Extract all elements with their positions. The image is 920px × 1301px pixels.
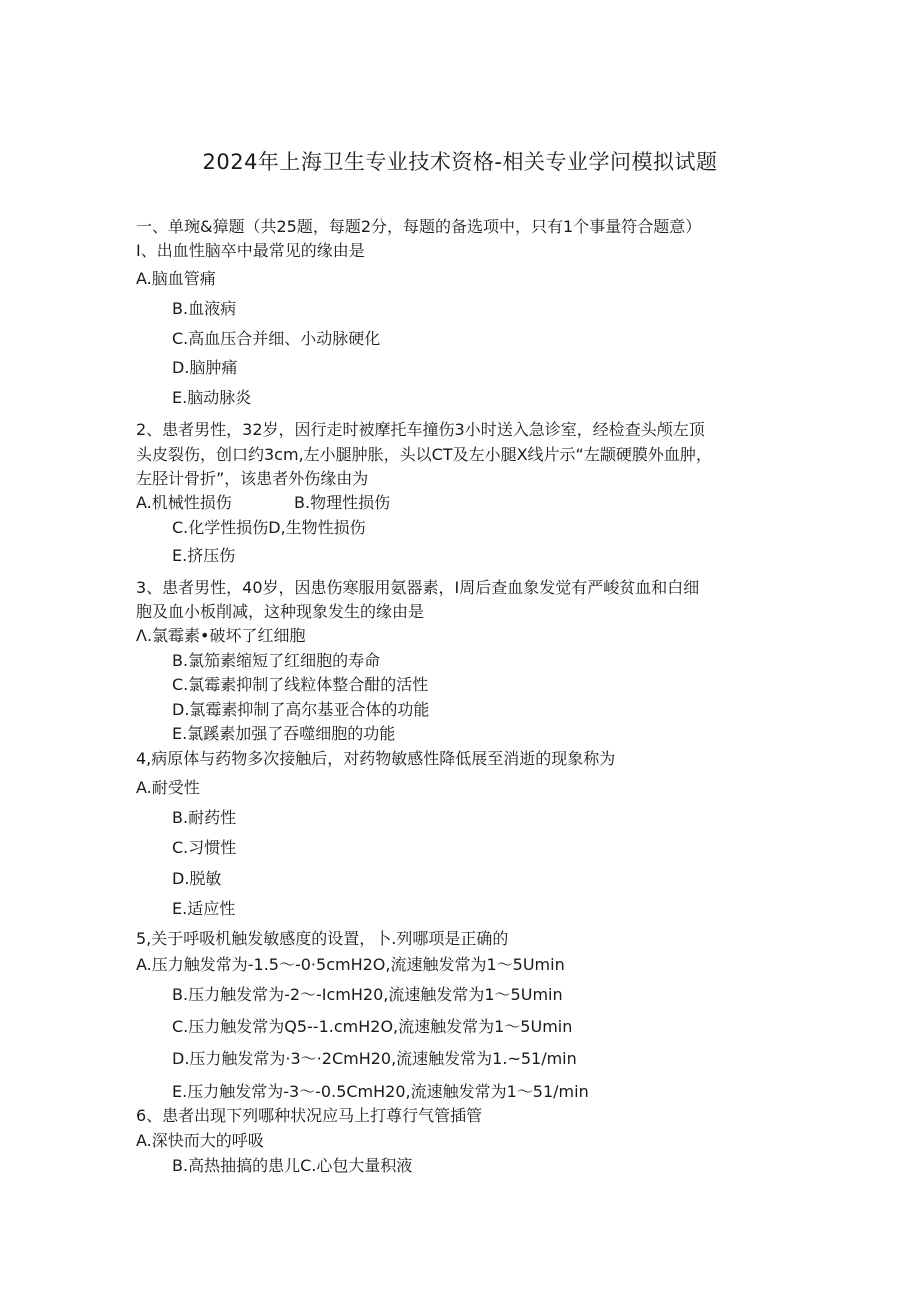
question-3-option-e: E.氯蹊素加强了吞噬细胞的功能: [172, 724, 396, 743]
question-1-option-d: D.脑肿痛: [172, 358, 238, 377]
question-1-stem: I、出血性脑卒中最常见的缘由是: [136, 241, 365, 260]
question-2-option-e: E.挤压伤: [172, 546, 236, 565]
question-6-option-bc: B.高热抽搞的患儿C.心包大量积液: [172, 1156, 413, 1175]
question-1-option-c: C.高血压合并细、小动脉硬化: [172, 329, 381, 348]
question-3-option-d: D.氯霉素抑制了高尔基亚合体的功能: [172, 700, 430, 719]
question-1-option-e: E.脑动脉炎: [172, 388, 252, 407]
question-4-option-a: A.耐受性: [136, 778, 200, 797]
question-3-option-b: B.氯笳素缩短了红细胞的寿命: [172, 651, 381, 670]
question-1-option-b: B.血液病: [172, 299, 237, 318]
question-4-option-b: B.耐药性: [172, 808, 237, 827]
question-5-stem: 5,关于呼吸机触发敏感度的设置，卜.列哪项是正确的: [136, 929, 509, 948]
question-3-stem-line-1: 3、患者男性，40岁，因患伤寒服用氨器素，I周后查血象发觉有严峻贫血和白细: [136, 578, 700, 597]
document-title: 2024年上海卫生专业技术资格-相关专业学问模拟试题: [202, 150, 718, 174]
question-5-option-b: B.压力触发常为-2〜-IcmH20,流速触发常为1〜5Umin: [172, 985, 563, 1004]
question-5-option-d: D.压力触发常为·3〜·2CmH20,流速触发常为1.~51∕min: [172, 1049, 577, 1068]
question-3-option-a: Λ.氯霉素•破坏了红细胞: [136, 626, 306, 645]
question-2-option-cd: C.化学性损伤D,生物性损伤: [172, 518, 366, 537]
question-5-option-c: C.压力触发常为Q5--1.cmH2O,流速触发常为1〜5Umin: [172, 1017, 573, 1036]
question-4-stem: 4,病原体与药物多次接触后，对药物敏感性降低展至消逝的现象称为: [136, 749, 616, 768]
question-4-option-c: C.习惯性: [172, 838, 237, 857]
question-5-option-e: E.压力触发常为-3〜-0.5CmH20,流速触发常为1〜51∕min: [172, 1082, 589, 1101]
question-3-option-c: C.氯霉素抑制了线粒体整合酣的活性: [172, 675, 429, 694]
question-5-option-a: A.压力触发常为-1.5〜-0·5cmH2O,流速触发常为1〜5Umin: [136, 955, 565, 974]
question-4-option-d: D.脱敏: [172, 869, 222, 888]
question-6-option-a: A.深快而大的呼吸: [136, 1131, 264, 1150]
question-2-stem-line-3: 左胫计骨折”，该患者外伤缘由为: [136, 469, 369, 488]
question-2-stem-line-1: 2、患者男性，32岁，因行走时被摩托车撞伤3小时送入急诊室，经检查头颅左顶: [136, 420, 705, 439]
section-heading: 一、单琬&獐题（共25题，每题2分，每题的备选项中，只有1个事量符合题意）: [136, 217, 702, 236]
question-1-option-a: A.脑血管痛: [136, 269, 216, 288]
question-3-stem-line-2: 胞及血小板削减，这种现象发生的缘由是: [136, 602, 425, 621]
question-6-stem: 6、患者出现下列哪种状况应马上打尊行气管插管: [136, 1106, 483, 1125]
question-2-option-b: B.物理性损伤: [294, 493, 391, 512]
question-2-stem-line-2: 头皮裂伤，创口约3cm,左小腿肿胀，头以CT及左小腿X线片示“左颛硬膜外血肿，: [136, 445, 712, 464]
question-2-option-a: A.机械性损伤: [136, 493, 232, 512]
question-4-option-e: E.适应性: [172, 899, 236, 918]
